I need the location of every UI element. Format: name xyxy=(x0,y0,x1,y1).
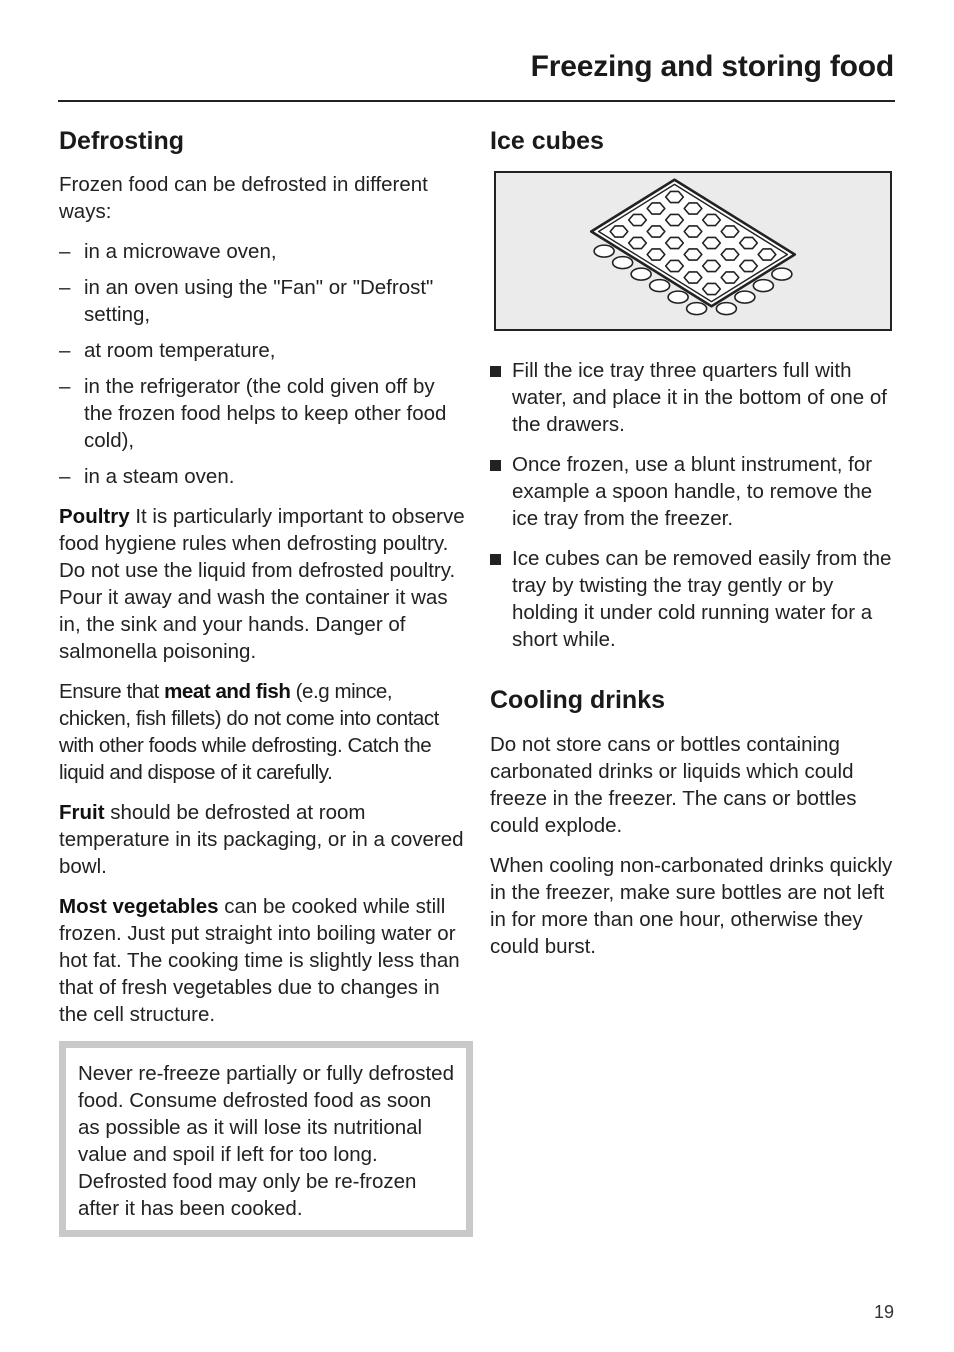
cooling-drinks-paragraph-1: Do not store cans or bottles containing carbonated drinks or liquids which could freeze in the freezer. The cans or bottles could explode. xyxy=(490,733,857,837)
vegetables-label: Most vegetables xyxy=(59,895,219,918)
page-title: Freezing and storing food xyxy=(530,50,894,83)
list-item: Fill the ice tray three quarters full with water, and place it in the bottom of one of the drawers. xyxy=(490,357,900,438)
bullet-square-icon xyxy=(490,366,501,377)
meat-label: meat and fish xyxy=(164,680,291,703)
list-item: Once frozen, use a blunt instrument, for example a spoon handle, to remove the ice tray from the freezer. xyxy=(490,451,900,532)
vegetables-paragraph: Most vegetables can be cooked while still frozen. Just put straight into boiling water or hot fat. The cooking time is slightly less than that of fresh vegetables due to changes in the cell structure. xyxy=(59,895,460,1026)
bullet-square-icon xyxy=(490,554,501,565)
warning-note-text: Never re-freeze partially or fully defrosted food. Consume defrosted food as soon as possible as it will lose its nutritional value and spoil if left for too long. Defrosted food may only be re-frozen after it has been cooked. xyxy=(78,1062,454,1220)
ice-tray-illustration xyxy=(494,171,892,331)
bullet-square-icon xyxy=(490,460,501,471)
list-item: – at room temperature, xyxy=(59,339,276,362)
left-column xyxy=(59,124,467,1237)
cooling-drinks-heading: Cooling drinks xyxy=(490,686,665,714)
cooling-drinks-paragraph-2: When cooling non-carbonated drinks quickly in the freezer, make sure bottles are not left in for more than one hour, otherwise they could burst. xyxy=(490,854,893,958)
defrosting-intro: Frozen food can be defrosted in different ways: xyxy=(59,173,428,223)
list-item: – in the refrigerator (the cold given off by the frozen food helps to keep other food cold), xyxy=(59,375,447,452)
list-item: – in a steam oven. xyxy=(59,465,235,488)
title-rule xyxy=(58,100,895,102)
poultry-label: Poultry xyxy=(59,505,130,528)
meat-paragraph: Ensure that meat and fish (e.g mince, chicken, fish fillets) do not come into contact with other foods while defrosting. Catch the liquid and dispose of it carefully. xyxy=(59,680,439,784)
page-number: 19 xyxy=(873,1302,894,1322)
list-item: – in a microwave oven, xyxy=(59,240,277,263)
fruit-label: Fruit xyxy=(59,801,105,824)
ice-cubes-heading: Ice cubes xyxy=(490,127,604,155)
poultry-paragraph: Poultry It is particularly important to observe food hygiene rules when defrosting poultry. Do not use the liquid from defrosted poultry. Pour it away and wash the container it was in, the sink and your hands. Danger of salmonella poisoning. xyxy=(59,505,465,663)
ice-cube-steps-list xyxy=(490,357,900,653)
list-item: – in an oven using the "Fan" or "Defrost" setting, xyxy=(59,276,434,326)
warning-note-box xyxy=(59,1041,473,1237)
defrosting-methods-list xyxy=(59,238,467,490)
defrosting-heading: Defrosting xyxy=(59,127,184,155)
ice-tray-icon xyxy=(496,173,890,329)
right-column xyxy=(490,124,900,973)
list-item: Ice cubes can be removed easily from the tray by twisting the tray gently or by holding it under cold running water for a short while. xyxy=(490,545,900,653)
fruit-paragraph: Fruit should be defrosted at room temperature in its packaging, or in a covered bowl. xyxy=(59,801,464,878)
